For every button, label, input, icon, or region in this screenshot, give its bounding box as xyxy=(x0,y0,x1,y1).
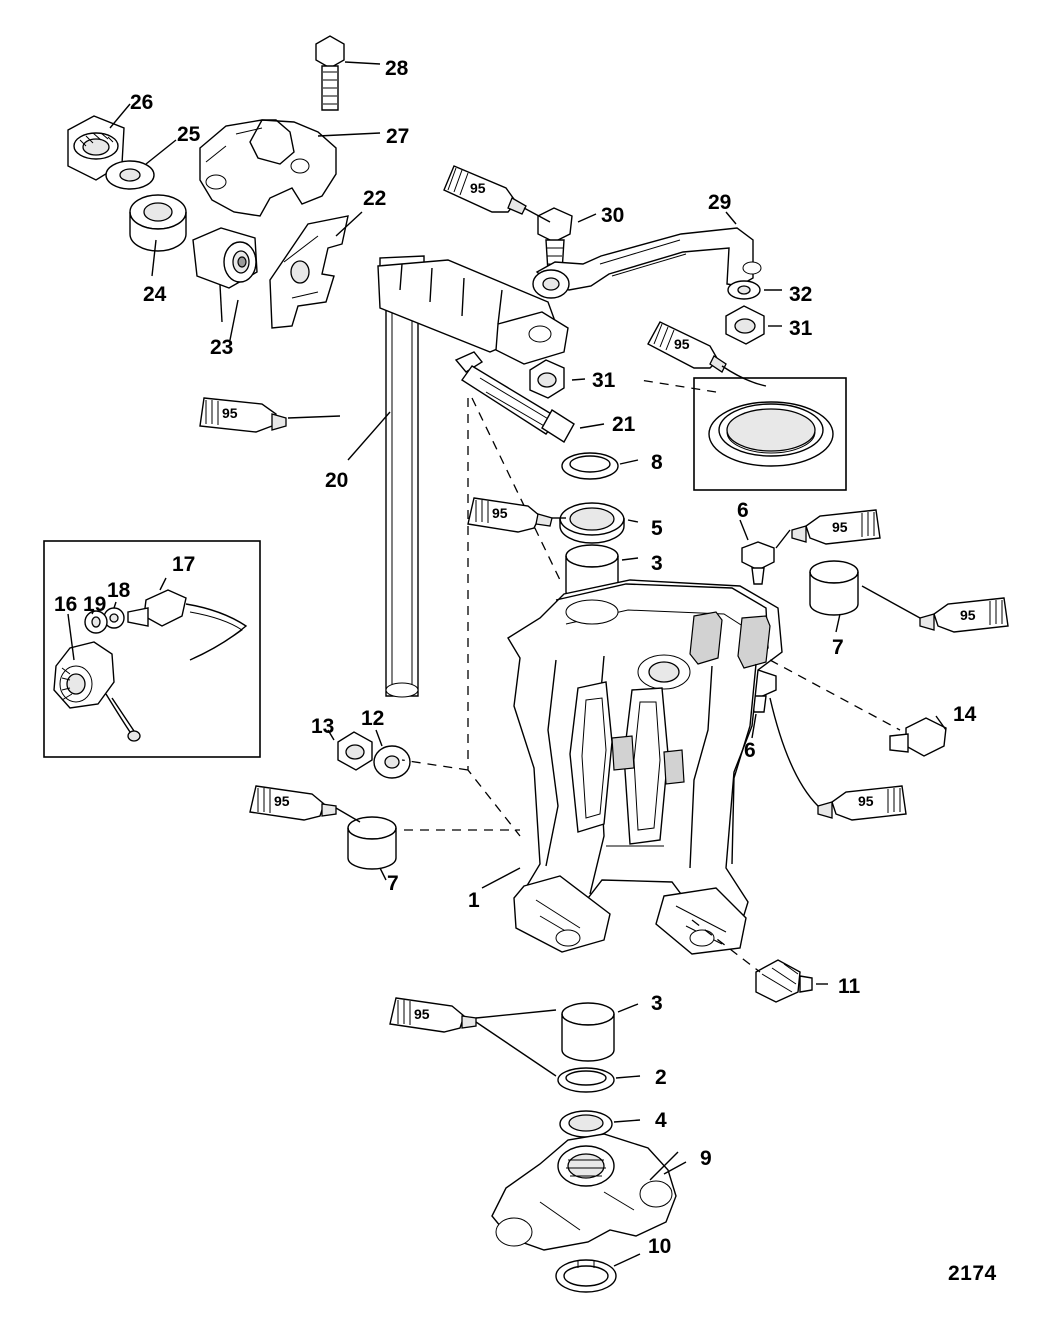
callout-20: 20 xyxy=(325,469,349,492)
callout-28: 28 xyxy=(385,57,409,80)
part-24-bushing xyxy=(130,195,186,276)
lube-tube-95-d xyxy=(468,498,566,532)
callout-22: 22 xyxy=(363,187,387,210)
callout-21: 21 xyxy=(612,413,636,436)
tube-label-95-h: 95 xyxy=(858,793,874,809)
tube-label-95-i: 95 xyxy=(414,1006,430,1022)
callout-25: 25 xyxy=(177,123,201,146)
part-9-lower-bracket xyxy=(492,1134,686,1250)
part-31-nut-middle xyxy=(530,360,585,398)
part-31-nut-right xyxy=(726,306,782,344)
callout-24: 24 xyxy=(143,283,167,306)
lube-tube-95-b xyxy=(444,166,550,222)
part-22-plate xyxy=(270,212,362,328)
callout-29: 29 xyxy=(708,191,732,214)
part-12-washer xyxy=(374,730,410,778)
part-4-seal xyxy=(560,1111,640,1137)
callout-16: 16 xyxy=(54,593,78,616)
part-10-retaining-ring xyxy=(556,1254,640,1292)
callout-12: 12 xyxy=(361,707,385,730)
callout-7-left: 7 xyxy=(387,872,399,895)
part-11-screw xyxy=(756,960,828,1002)
part-28-bolt xyxy=(316,36,380,110)
callout-19: 19 xyxy=(83,593,107,616)
callout-23: 23 xyxy=(210,336,234,359)
callout-8: 8 xyxy=(651,451,663,474)
callout-3-upper: 3 xyxy=(651,552,663,575)
callout-27: 27 xyxy=(386,125,410,148)
part-1-swivel-bracket xyxy=(508,580,782,954)
tube-label-95-e: 95 xyxy=(832,519,848,535)
part-7-bushing-right xyxy=(810,561,858,632)
callout-26: 26 xyxy=(130,91,154,114)
part-27-clamp-bracket xyxy=(200,120,380,216)
part-8-seal-ring xyxy=(562,453,638,479)
callout-14: 14 xyxy=(953,703,977,726)
callout-17: 17 xyxy=(172,553,196,576)
callout-31-right: 31 xyxy=(789,317,813,340)
tube-label-95-a: 95 xyxy=(222,405,238,421)
callout-10: 10 xyxy=(648,1235,672,1258)
part-23-roller xyxy=(193,228,257,322)
part-13-nut xyxy=(328,730,372,770)
part-3-bushing-lower xyxy=(562,1003,638,1061)
lube-tube-95-g xyxy=(250,786,360,822)
callout-3-lower: 3 xyxy=(651,992,663,1015)
callout-4: 4 xyxy=(655,1109,667,1132)
lube-tube-95-h xyxy=(770,698,906,820)
part-21-bolt xyxy=(456,352,604,442)
part-2-o-ring xyxy=(558,1068,640,1092)
callout-7-right: 7 xyxy=(832,636,844,659)
part-6-grease-fitting-upper xyxy=(740,520,774,584)
part-5-seal xyxy=(560,503,638,543)
inset-seal-box xyxy=(694,378,846,490)
part-14-bolt xyxy=(890,716,946,756)
callout-1: 1 xyxy=(468,889,480,912)
callout-32: 32 xyxy=(789,283,813,306)
part-32-washer xyxy=(728,281,782,299)
callout-6-upper: 6 xyxy=(737,499,749,522)
lube-tube-95-a xyxy=(200,398,340,432)
callout-11: 11 xyxy=(838,975,861,998)
callout-2: 2 xyxy=(655,1066,667,1089)
callout-18: 18 xyxy=(107,579,131,602)
lube-tube-95-f xyxy=(862,586,1008,632)
callout-31-middle: 31 xyxy=(592,369,616,392)
callout-6-lower: 6 xyxy=(744,739,756,762)
tube-label-95-f: 95 xyxy=(960,607,976,623)
tube-label-95-c: 95 xyxy=(674,336,690,352)
tube-label-95-b: 95 xyxy=(470,180,486,196)
tube-label-95-d: 95 xyxy=(492,505,508,521)
tube-label-95-g: 95 xyxy=(274,793,290,809)
part-7-bushing-left xyxy=(348,817,396,880)
lube-tube-95-e xyxy=(776,510,880,548)
callout-13: 13 xyxy=(311,715,335,738)
sheet-code: 2174 xyxy=(948,1262,997,1285)
callout-9: 9 xyxy=(700,1147,712,1170)
inset-anode-box xyxy=(44,541,260,757)
callout-30: 30 xyxy=(601,204,625,227)
callout-5: 5 xyxy=(651,517,663,540)
